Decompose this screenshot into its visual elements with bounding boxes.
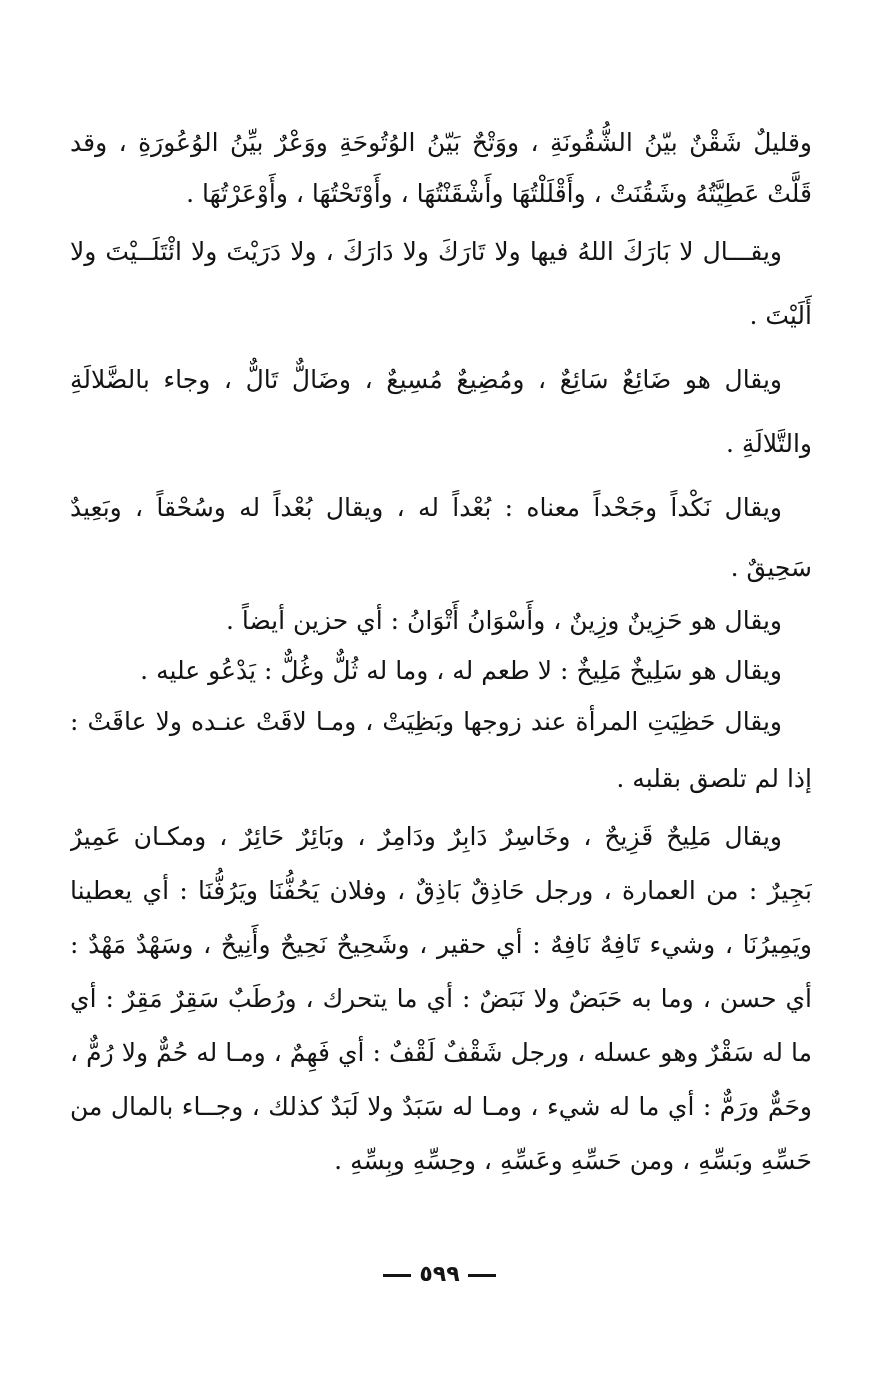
page-number-dash-left bbox=[383, 1274, 411, 1277]
page-number-dash-right bbox=[468, 1274, 496, 1277]
text-line: ويقـــال لا بَارَكَ اللهُ فيها ولا تَارَكَ ولا دَارَكَ ، ولا دَرَيْتَ ولا ائْتَلَــيْتَ ولا bbox=[70, 237, 782, 266]
paragraph bbox=[70, 220, 812, 348]
text-line: حَسِّهِ وبَسِّهِ ، ومن حَسِّهِ وعَسِّهِ ، وحِسِّهِ وبِسِّهِ . bbox=[334, 1146, 812, 1175]
text-line: ويقال نَكْداً وجَحْداً معناه : بُعْداً له ، ويقال بُعْداً له وسُحْقاً ، وبَعِيدٌ bbox=[70, 493, 782, 522]
page-number-value: ٥٩٩ bbox=[419, 1262, 460, 1287]
text-line: ويقال هو حَزِينٌ وزِينٌ ، وأَسْوَانُ أَتْوَانُ : أي حزين أيضاً . bbox=[225, 606, 782, 635]
paragraph bbox=[70, 118, 812, 220]
text-line: وحَمٌّ ورَمٌّ : أي ما له شيء ، ومـا له سَبَدٌ ولا لَبَدٌ كذلك ، وجــاء بالمال من bbox=[70, 1092, 812, 1121]
text-line: ما له سَقْرٌ وهو عسله ، ورجل شَقْفٌ لَقْفٌ : أي فَهِمٌ ، ومـا له حُمٌّ ولا رُمٌّ ، bbox=[70, 1038, 812, 1067]
text-line: بَجِيرٌ : من العمارة ، ورجل حَاذِقٌ بَاذِقٌ ، وفلان يَحُفُّنَا ويَرُفُّنَا : أي يعطينا bbox=[70, 876, 812, 905]
paragraph bbox=[70, 348, 812, 476]
text-line: وقليلٌ شَقْنٌ بيّنُ الشُّقُونَةِ ، ووَتْحٌ بَيّنُ الوُتُوحَةِ ووَعْرٌ بيِّنُ الوُعُورَةِ ، وقد bbox=[70, 128, 812, 157]
text-line: ويقال حَظِيَتِ المرأة عند زوجها وبَظِيَتْ ، ومـا لاقَتْ عنـده ولا عاقَتْ : bbox=[70, 707, 782, 736]
page-number bbox=[0, 1262, 879, 1287]
text-line: قَلَّتْ عَطِيَّتُهُ وشَقُنَتْ ، وأَقْلَلْتُهَا وأَشْقَنْتُهَا ، وأَوْتَحْتُهَا ، وأَوْعَرْتُهَا . bbox=[186, 179, 812, 208]
text-line: سَحِيقٌ . bbox=[730, 553, 812, 582]
text-line: ويقال هو ضَائِعٌ سَائِعٌ ، ومُضِيعٌ مُسِيعٌ ، وضَالٌّ تَالٌّ ، وجاء بالضَّلالَةِ bbox=[70, 365, 782, 394]
paragraph bbox=[70, 810, 812, 1188]
text-line: أَلَيْتَ . bbox=[749, 301, 812, 330]
text-line: ويَمِيرُنَا ، وشيء تَافِهٌ نَافِهٌ : أي حقير ، وشَحِيحٌ نَحِيحٌ وأَنِيحٌ ، وسَهْدٌ مَهْدٌ : bbox=[70, 930, 812, 959]
body-text bbox=[70, 118, 812, 1188]
paragraph bbox=[70, 476, 812, 596]
paragraph bbox=[70, 596, 812, 646]
text-line: ويقال هو سَلِيخٌ مَلِيخٌ : لا طعم له ، وما له ثُلٌّ وغُلٌّ : يَدْعُو عليه . bbox=[140, 656, 782, 685]
text-line: إذا لم تلصق بقلبه . bbox=[616, 764, 812, 793]
paragraph bbox=[70, 646, 812, 696]
text-line: والتَّلالَةِ . bbox=[725, 429, 812, 458]
text-line: أي حسن ، وما به حَبَضٌ ولا نَبَضٌ : أي ما يتحرك ، ورُطَبٌ سَقِرٌ مَقِرٌ : أي bbox=[70, 984, 812, 1013]
text-line: ويقال مَلِيحٌ قَزِيحٌ ، وخَاسِرٌ دَابِرٌ ودَامِرٌ ، وبَائِرٌ حَائِرٌ ، ومكـان عَمِيرٌ bbox=[70, 822, 782, 851]
paragraph bbox=[70, 696, 812, 810]
